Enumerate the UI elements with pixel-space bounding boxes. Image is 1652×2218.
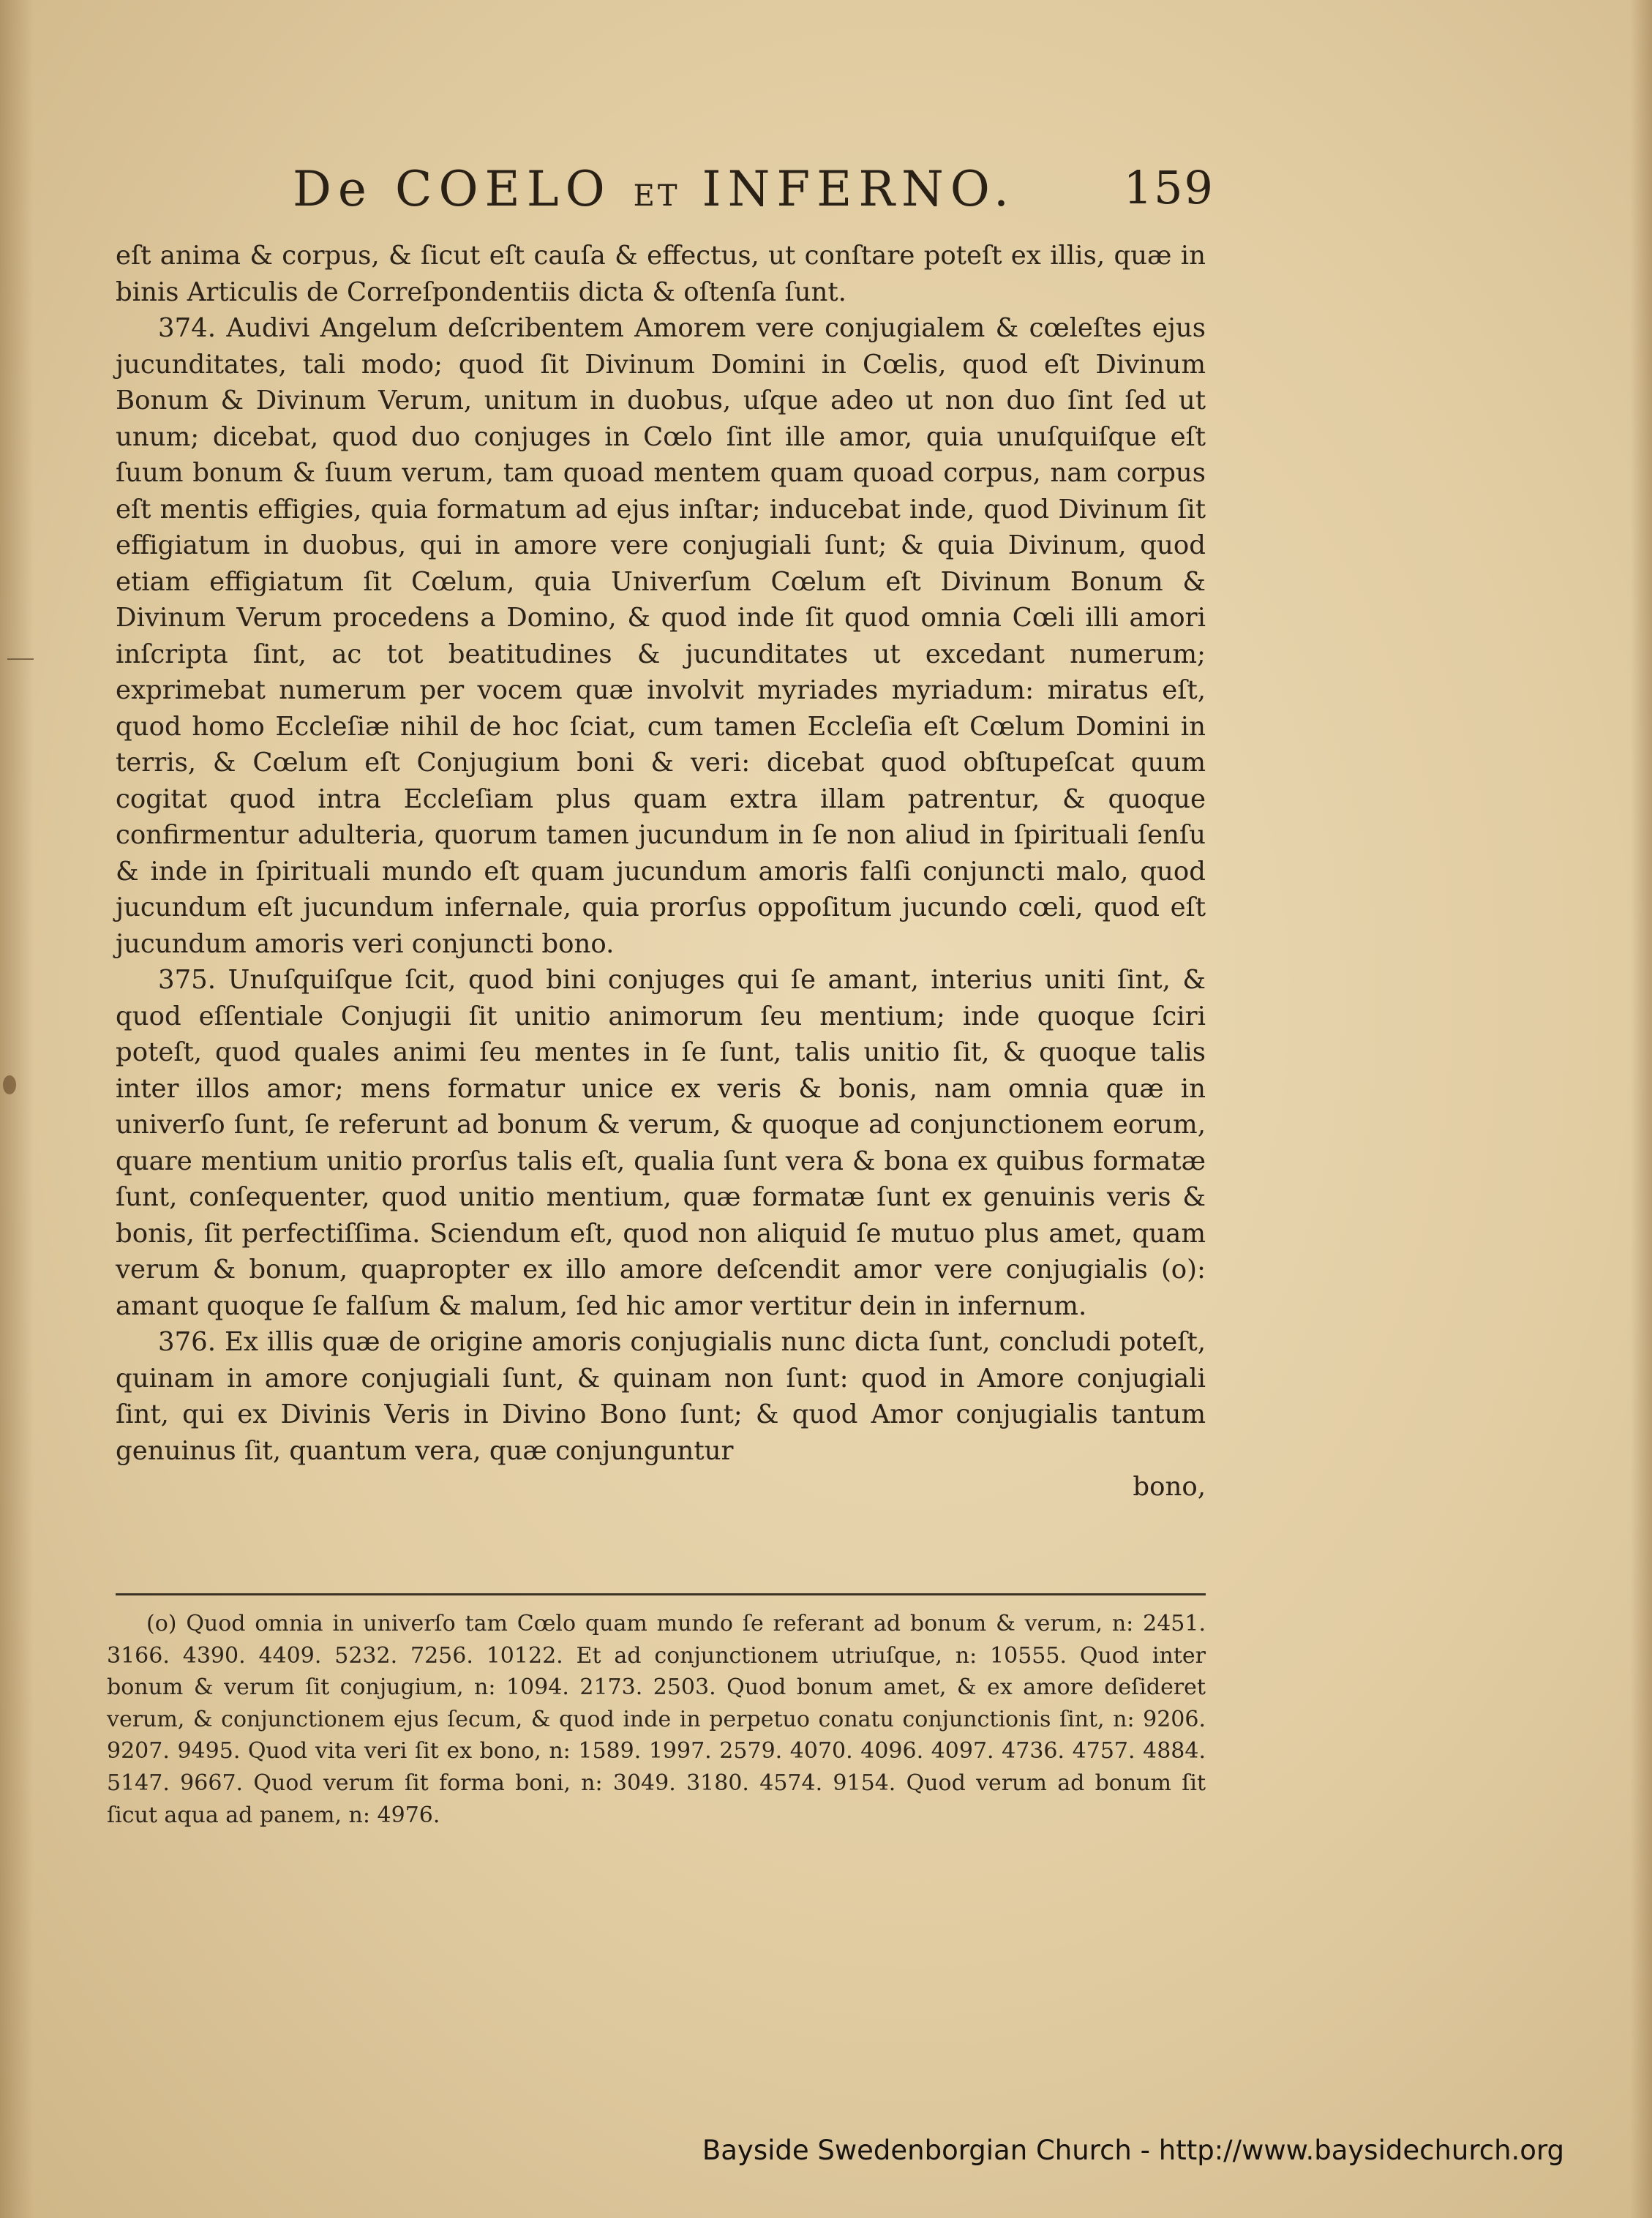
paragraph-374: 374. Audivi Angelum deſcribentem Amorem vere conjugialem & cœleſtes ejus jucunditates, tali modo; quod ſit Divinum Domini in Cœlis, quod eſt Divinum Bonum & Divinum Verum, unitum in duobus, uſque adeo ut non duo ſint ſed ut unum; dicebat, quod duo conjuges in Cœlo ſint ille amor, quia unuſquiſque eſt ſuum bonum & ſuum verum, tam quoad mentem quam quoad corpus, nam corpus eſt mentis effigies, quia formatum ad ejus inſtar; inducebat inde, quod Divinum ſit effigiatum in duobus, qui in amore vere conjugiali ſunt; & quia Divinum, quod etiam effigiatum ſit Cœlum, quia Univerſum Cœlum eſt Divinum Bonum & Divinum Verum procedens a Domino, & quod inde ſit quod omnia Cœli illi amori inſcripta ſint, ac tot beatitudines & jucunditates ut excedant numerum; exprimebat numerum per vocem quæ involvit myriades myriadum: miratus eſt, quod homo Eccleſiæ nihil de hoc ſciat, cum tamen Eccleſia eſt Cœlum Domini in terris, & Cœlum eſt Conjugium boni & veri: dicebat quod obſtupeſcat quum cogitat quod intra Eccleſiam plus quam extra illam patrentur, & quoque confirmentur adulteria, quorum tamen jucundum in ſe non aliud in ſpirituali ſenſu & inde in ſpirituali mundo eſt quam jucundum amoris falſi conjuncti malo, quod jucundum eſt jucundum infernale, quia prorſus oppoſitum jucundo cœli, quod eſt jucundum amoris veri conjuncti bono. [116,313,1206,959]
footnote-rule [116,1593,1206,1595]
page-number: 159 [1123,161,1214,214]
main-text [116,238,1206,1505]
footnote-text: (o) Quod omnia in univerſo tam Cœlo quam mundo ſe referant ad bonum & verum, n: 2451. 3166. 4390. 4409. 5232. 7256. 10122. Et ad conjunctionem utriuſque, n: 10555. Quod inter bonum & verum ſit conjugium, n: 1094. 2173. 2503. Quod bonum amet, & ex amore deſideret verum, & conjunctionem ejus ſecum, & quod inde in perpetuo conatu conjunctionis ſint, n: 9206. 9207. 9495. Quod vita veri ſit ex bono, n: 1589. 1997. 2579. 4070. 4096. 4097. 4736. 4757. 4884. 5147. 9667. Quod verum ſit forma boni, n: 3049. 3180. 4574. 9154. Quod verum ad bonum ſit ſicut aqua ad panem, n: 4976. [107,1611,1206,1828]
paper-stain [3,1075,16,1094]
running-title-conjunction: ET [633,179,680,213]
running-title-part1: De COELO [293,161,634,217]
catchword: bono, [1133,1472,1206,1502]
paragraph-376: 376. Ex illis quæ de origine amoris conjugialis nunc dicta ſunt, concludi poteſt, quinam in amore conjugiali ſunt, & quinam non ſunt: quod in Amore conjugiali ſint, qui ex Divinis Veris in Divino Bono ſunt; & quod Amor conjugialis tantum genuinus ſit, quantum vera, quæ conjunguntur [116,1327,1206,1466]
watermark-text: Bayside Swedenborgian Church - http://www.baysidechurch.org [702,2135,1564,2166]
footnote [107,1608,1206,1831]
page-header [293,161,1214,219]
paragraph-continuation: eſt anima & corpus, & ſicut eſt cauſa & effectus, ut conſtare poteſt ex illis, quæ in binis Articulis de Correſpondentiis dicta & oſtenſa ſunt. [116,241,1206,307]
paragraph-375: 375. Unuſquiſque ſcit, quod bini conjuges qui ſe amant, interius uniti ſint, & quod eſſentiale Conjugii ſit unitio animorum ſeu mentium; inde quoque ſciri poteſt, quod quales animi ſeu mentes in ſe ſunt, talis unitio ſit, & quoque talis inter illos amor; mens formatur unice ex veris & bonis, nam omnia quæ in univerſo ſunt, ſe referunt ad bonum & verum, & quoque ad conjunctionem eorum, quare mentium unitio prorſus talis eſt, qualia ſunt vera & bona ex quibus formatæ ſunt, conſequenter, quod unitio mentium, quæ formatæ ſunt ex genuinis veris & bonis, ſit perfectiſſima. Sciendum eſt, quod non aliquid ſe mutuo plus amet, quam verum & bonum, quapropter ex illo amore deſcendit amor vere conjugialis (o): amant quoque ſe falſum & malum, ſed hic amor vertitur dein in infernum. [116,965,1206,1321]
running-title [293,161,1015,217]
margin-mark [7,658,34,660]
running-title-part2: INFERNO. [680,161,1015,217]
